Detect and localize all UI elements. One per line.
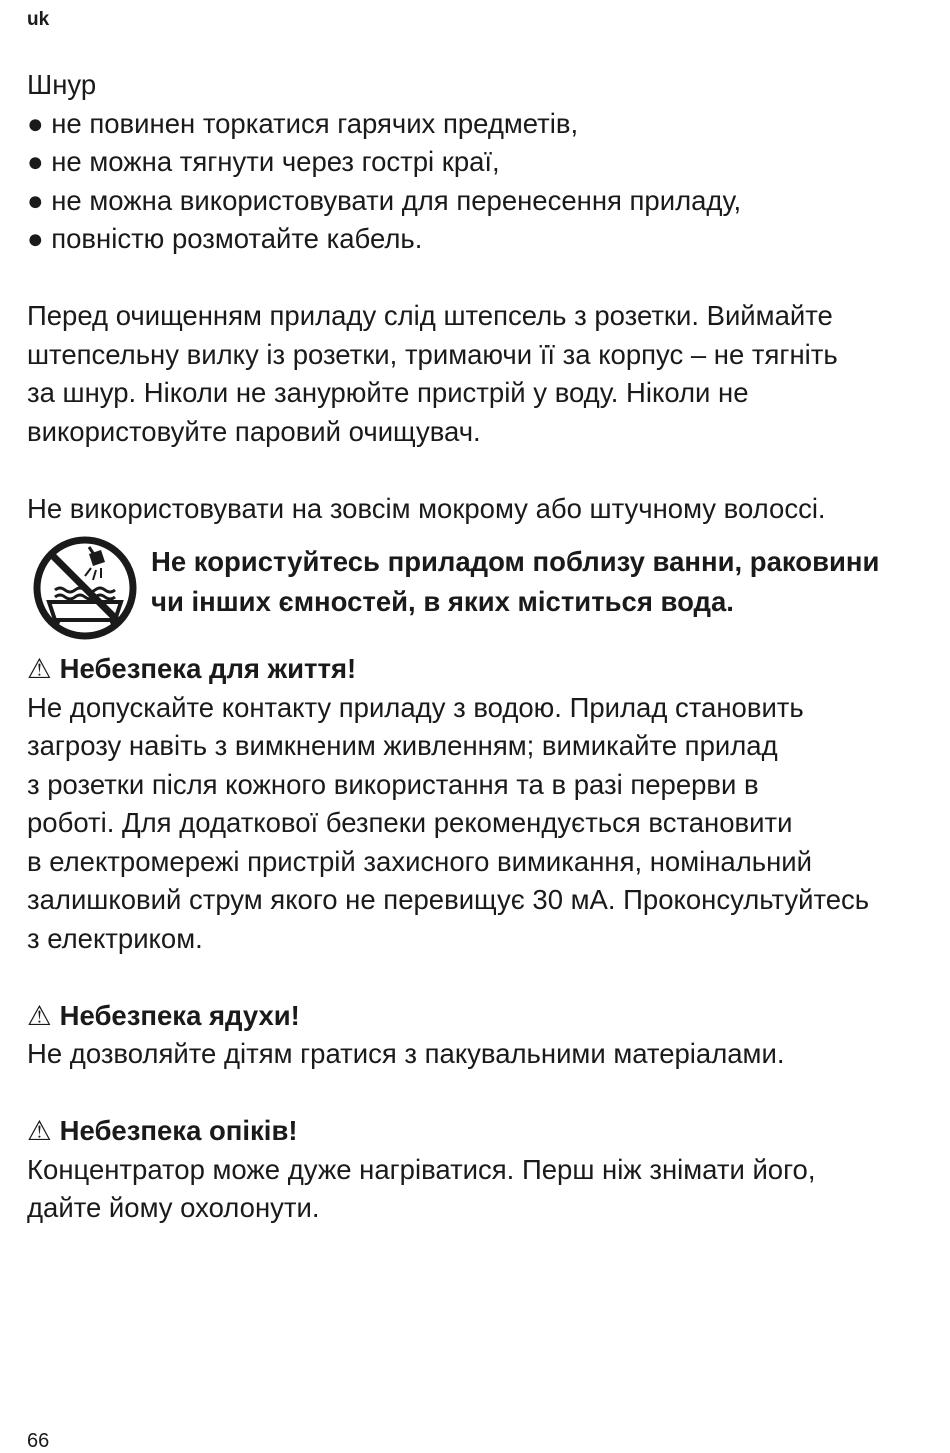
danger-burns-heading (27, 1112, 947, 1151)
cleaning-line: використовуйте паровий очищувач. (27, 415, 481, 447)
spacer (27, 259, 947, 298)
cord-title: Шнур (27, 69, 97, 100)
danger-suffocation-heading-text: Небезпека ядухи! (59, 999, 300, 1031)
wet-hair-warning: Не використовувати на зовсім мокрому або штучному волоссі. (27, 492, 826, 524)
danger-life-line: Не допускайте контакту приладу з водою. Прилад становить (27, 691, 804, 723)
cord-bullet: ● не можна використовувати для перенесення приладу, (27, 184, 742, 216)
danger-burns-heading-text: Небезпека опіків! (59, 1115, 298, 1146)
danger-suffocation-heading (27, 997, 947, 1036)
water-warning-text (151, 542, 879, 622)
warning-triangle-icon: ⚠ (27, 1115, 52, 1146)
cord-bullet: ● не повинен торкатися гарячих предметів, (27, 107, 579, 139)
spacer (27, 958, 947, 997)
cord-bullet: ● не можна тягнути через гострі краї, (27, 146, 500, 177)
danger-burns-line: Концентратор може дуже нагріватися. Перш ніж знімати його, (27, 1153, 816, 1185)
water-warning-line: чи інших ємностей, в яких міститься вода. (151, 586, 734, 617)
warning-triangle-icon: ⚠ (27, 999, 52, 1031)
cleaning-line: штепсельну вилку із розетки, тримаючи її за корпус – не тягніть (27, 338, 838, 370)
language-code: uk (27, 9, 50, 30)
danger-life-line: з розетки після кожного використання та в разі перерви в (27, 768, 759, 800)
danger-life-line: загрозу навіть з вимкненим живленням; вимикайте прилад (27, 730, 778, 761)
water-warning-block (27, 534, 947, 650)
danger-suffocation-line: Не дозволяйте дітям гратися з пакувальними матеріалами. (27, 1038, 785, 1069)
cleaning-line: за шнур. Ніколи не занурюйте пристрій у воду. Ніколи не (27, 377, 749, 408)
cord-bullet: ● повністю розмотайте кабель. (27, 223, 423, 254)
water-warning-line: Не користуйтесь приладом поблизу ванни, раковини (151, 546, 880, 577)
danger-life-line: роботі. Для додаткової безпеки рекомендується встановити (27, 807, 793, 838)
danger-life-heading-text: Небезпека для життя! (59, 653, 357, 684)
no-water-near-bath-icon (31, 534, 139, 642)
danger-life-heading (27, 650, 947, 689)
danger-life-line: з електриком. (27, 922, 203, 954)
cleaning-line: Перед очищенням приладу слід штепсель з розетки. Виймайте (27, 300, 833, 331)
danger-life-line: в електромережі пристрій захисного вимикання, номінальний (27, 845, 812, 877)
page-content (27, 66, 947, 1228)
danger-burns-line: дайте йому охолонути. (27, 1192, 320, 1223)
page-number: 66 (27, 1430, 50, 1452)
warning-triangle-icon: ⚠ (27, 653, 52, 684)
spacer (27, 451, 947, 490)
spacer (27, 1074, 947, 1113)
danger-life-line: залишковий струм якого не перевищує 30 мА. Проконсультуйтесь (27, 884, 870, 915)
